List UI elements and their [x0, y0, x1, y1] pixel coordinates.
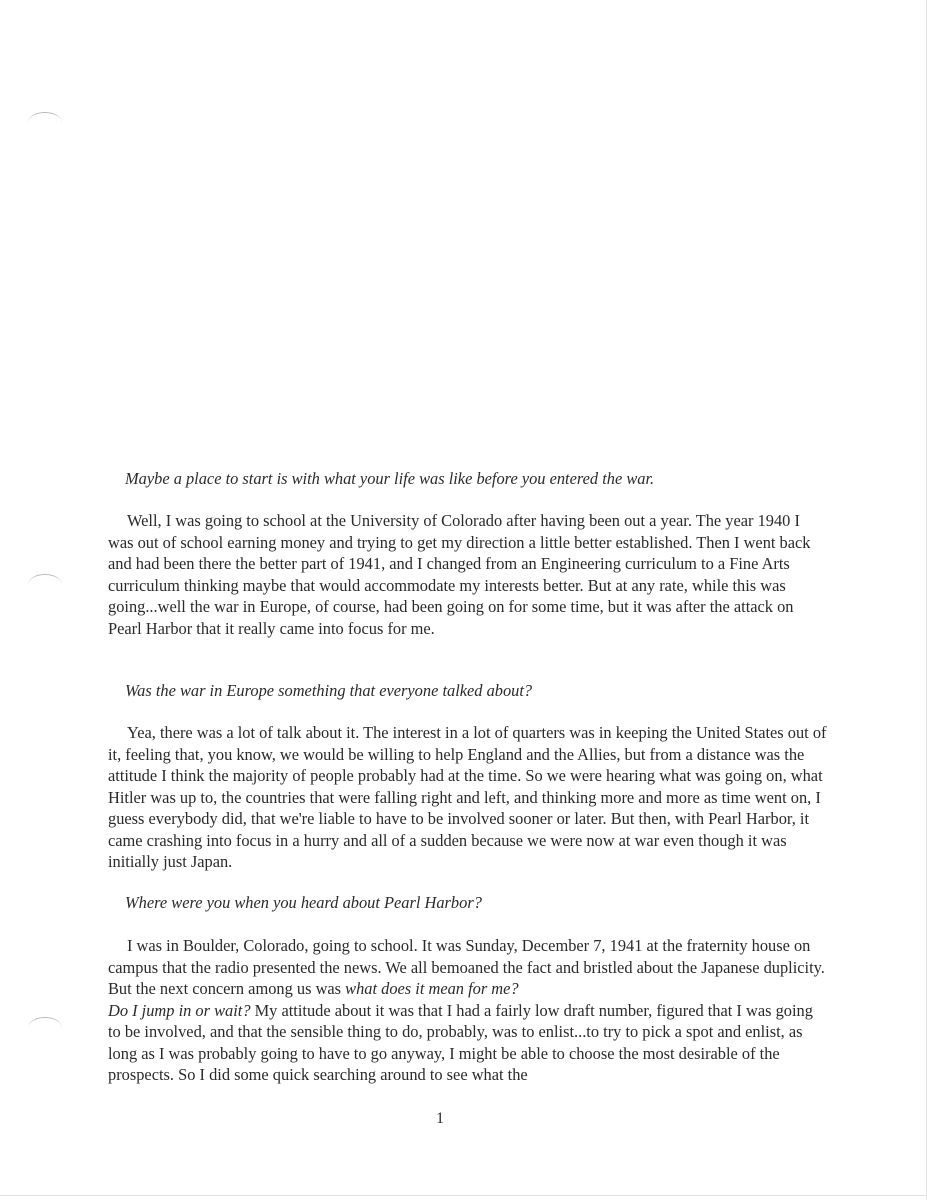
page-number: 1 [436, 1110, 444, 1127]
interview-answer-2: Yea, there was a lot of talk about it. The interest in a lot of quarters was in keeping the United States out of it, feeling that, you know, we would be willing to help England and the Allies, but from a distance was the attitude I think the majority of people probably had at the time. So we were hearing what was going on, what Hitler was up to, the countries that were falling right and left, and thinking more and more as time went on, I guess everybody did, that we're liable to have to be involved sooner or later. But then, with Pearl Harbor, it came crashing into focus in a hurry and all of a sudden because we were now at war even though it was initially just Japan. [108, 723, 827, 871]
answer-3-italic-question-2: Do I jump in or wait? [108, 1000, 251, 1020]
interview-answer-3 [108, 935, 828, 1086]
answer-3-text-start: I was in Boulder, Colorado, going to school. It was Sunday, December 7, 1941 at the fraternity house on campus that the radio presented the news. We all bemoaned the fact and bristled about the Japanese duplicity. But the next concern among us was [108, 936, 825, 998]
scan-edge-bottom [0, 1195, 927, 1196]
hole-punch-mark [28, 574, 62, 595]
interview-answer-1: Well, I was going to school at the University of Colorado after having been out a year. The year 1940 I was out of school earning money and trying to get my direction a little better established. Then I went back and had been there the better part of 1941, and I changed from an Engineering curriculum to a Fine Arts curriculum thinking maybe that would accommodate my interests better. But at any rate, while this was going...well the war in Europe, of course, had been going on for some time, but it was after the attack on Pearl Harbor that it really came into focus for me. [108, 511, 811, 638]
interview-question-2: Was the war in Europe something that everyone talked about? [125, 681, 533, 700]
interview-question-1: Maybe a place to start is with what your life was like before you entered the war. [125, 469, 655, 488]
interview-question-3: Where were you when you heard about Pearl Harbor? [125, 893, 482, 912]
hole-punch-mark [28, 1017, 62, 1038]
hole-punch-mark [28, 112, 62, 133]
answer-3-text-end: My attitude about it was that I had a fairly low draft number, figured that I was going to be involved, and that the sensible thing to do, probably, was to enlist...to try to pick a spot and enlist, as long as I was probably going to have to go anyway, I might be able to choose the most desirable of the prospects. So I did some quick searching around to see what the [108, 1000, 813, 1084]
answer-3-italic-question-1: what does it mean for me? [345, 979, 519, 998]
